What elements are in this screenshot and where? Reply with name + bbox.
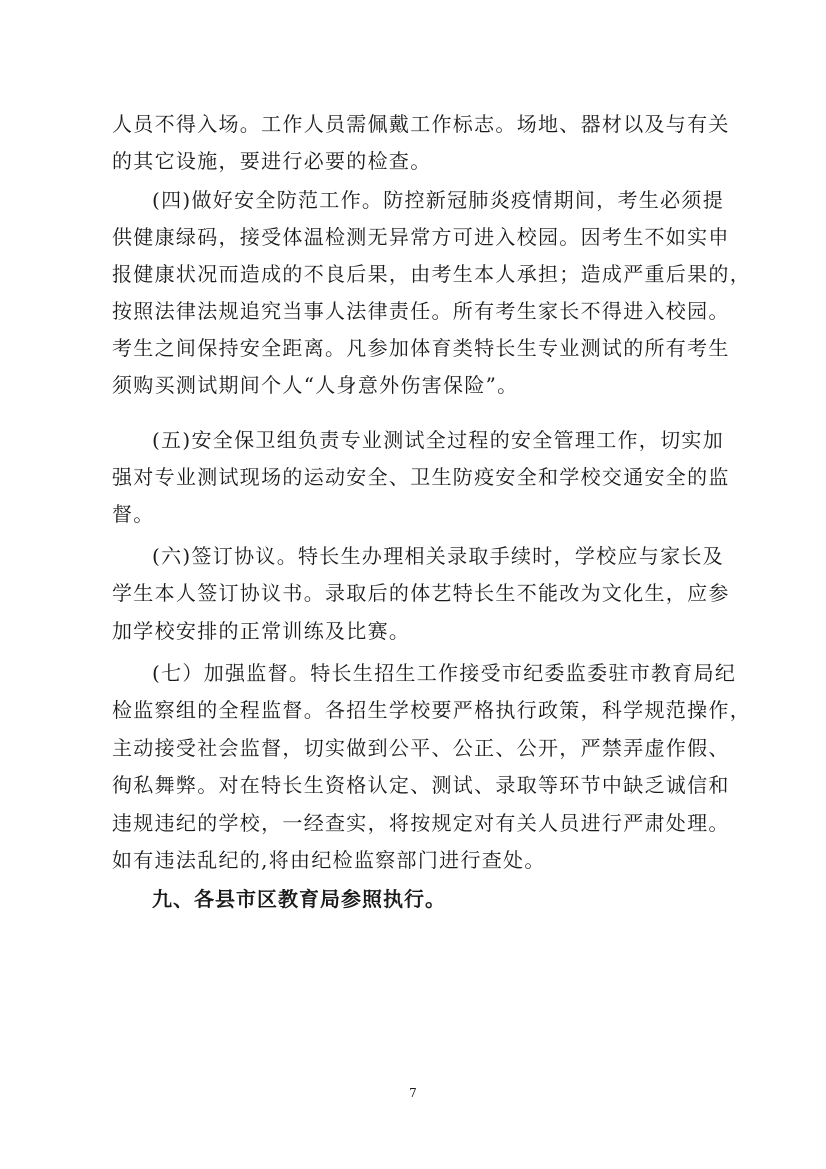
page-number: 7	[409, 1086, 417, 1100]
body-text-line: (七）加强监督。特长生招生工作接受市纪委监委驻市教育局纪	[152, 661, 737, 685]
section-heading: 九、各县市区教育局参照执行。	[152, 887, 446, 911]
body-text-line: 须购买测试期间个人“人身意外伤害保险”。	[112, 373, 519, 397]
body-text-line: 如有违法乱纪的,将由纪检监察部门进行查处。	[112, 848, 546, 872]
body-text-line: 按照法律法规追究当事人法律责任。所有考生家长不得进入校园。	[112, 299, 730, 323]
body-text-line: 供健康绿码，接受体温检测无异常方可进入校园。因考生不如实申	[112, 225, 730, 249]
body-text-line: 报健康状况而造成的不良后果，由考生本人承担；造成严重后果的，	[112, 262, 751, 286]
body-text-line: 的其它设施，要进行必要的检查。	[112, 149, 432, 173]
body-text-line: 主动接受社会监督，切实做到公平、公正、公开，严禁弄虚作假、	[112, 736, 730, 760]
body-text-line: 检监察组的全程监督。各招生学校要严格执行政策，科学规范操作，	[112, 698, 751, 722]
body-text-line: (五)安全保卫组负责专业测试全过程的安全管理工作，切实加	[152, 428, 725, 452]
body-text-line: 加学校安排的正常训练及比赛。	[112, 619, 411, 643]
body-text-line: 督。	[112, 502, 155, 526]
body-text-line: 考生之间保持安全距离。凡参加体育类特长生专业测试的所有考生	[112, 336, 730, 360]
body-text-line: 违规违纪的学校，一经查实，将按规定对有关人员进行严肃处理。	[112, 811, 730, 835]
body-text-line: (六)签订协议。特长生办理相关录取手续时，学校应与家长及	[152, 544, 725, 568]
body-text-line: 强对专业测试现场的运动安全、卫生防疫安全和学校交通安全的监	[112, 465, 730, 489]
body-text-line: 徇私舞弊。对在特长生资格认定、测试、录取等环节中缺乏诚信和	[112, 773, 730, 797]
body-text-line: 学生本人签订协议书。录取后的体艺特长生不能改为文化生，应参	[112, 581, 730, 605]
body-text-line: 人员不得入场。工作人员需佩戴工作标志。场地、器材以及与有关	[112, 112, 730, 136]
body-text-line: (四)做好安全防范工作。防控新冠肺炎疫情期间，考生必须提	[152, 188, 725, 212]
